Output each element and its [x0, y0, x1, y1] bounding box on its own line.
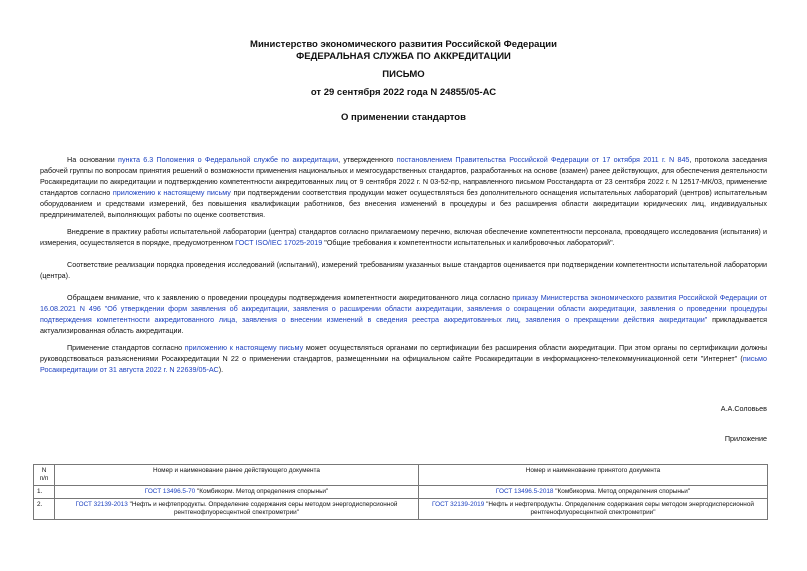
- link-old-standard[interactable]: ГОСТ 32139-2013: [75, 501, 128, 508]
- row-number: 1.: [34, 486, 55, 499]
- table-row: [34, 486, 768, 499]
- link-gost-iso-17025[interactable]: ГОСТ ISO/IEC 17025-2019: [235, 238, 323, 247]
- document-type: ПИСЬМО: [382, 69, 425, 80]
- text-run: На основании: [67, 155, 119, 164]
- link-appendix[interactable]: приложению к настоящему письму: [112, 188, 231, 197]
- text-run: Применение стандартов согласно: [67, 343, 185, 352]
- document-date-number: от 29 сентября 2022 года N 24855/05-АС: [310, 87, 497, 98]
- link-new-standard[interactable]: ГОСТ 13496.5-2018: [495, 488, 554, 495]
- text-run: может осуществляться органами по сертификации без расширения области аккредитации. При этом органы по сертификации должны руководствоваться разъяснениями Росаккредитации N 22 о применении стандартов, размещенными на официальном сайте Росаккредитации в информационно-телекоммуникационной сети "Интернет" (: [40, 343, 767, 363]
- paragraph-1: [40, 154, 767, 220]
- document-subject: О применении стандартов: [341, 112, 466, 123]
- table-row: [34, 499, 768, 520]
- text-run: Внедрение в практику работы испытательной лаборатории (центра) стандартов согласно прилагаемому перечню, включая обеспечение компетентности персонала, проводящего исследования (испытания) и измерения, осуществляется в порядке, предусмотренном: [40, 227, 767, 247]
- text-run: "Нефть и нефтепродукты. Определение содержания серы методом энергодисперсионной рентгенофлуоресцентной спектрометрии": [127, 501, 398, 516]
- text-run: "Общие требования к компетентности испытательных и калибровочных лабораторий".: [322, 238, 615, 247]
- column-header-new-document: Номер и наименование принятого документа: [419, 465, 768, 486]
- text-run: Обращаем внимание, что к заявлению о проведении процедуры подтверждения компетентности аккредитованного лица согласно: [67, 293, 513, 302]
- text-run: , утвержденного: [338, 155, 397, 164]
- text-run: , протокола заседания рабочей группы по вопросам принятия решений о возможности применения национальных и межгосударственных стандартов, разработанных на основе (взамен) ранее действующих, для обеспечения деятельности Росаккредитации по аккредитации и подтверждению компетентности аккредитованных лиц от 9 сентября 2022 г. N 03-52-пр, направленного письмом Росстандарта от 23 сентября 2022 г. N 12517-МК/03, применение стандартов согласно: [40, 155, 767, 197]
- text-run: "Комбикорм. Метод определения спорыньи": [195, 488, 329, 495]
- link-old-standard[interactable]: ГОСТ 13496.5-70: [144, 488, 196, 495]
- old-document-cell: [55, 486, 419, 499]
- row-number: 2.: [34, 499, 55, 520]
- paragraph-3: [40, 259, 767, 281]
- text-run: ).: [218, 365, 224, 374]
- service-name: ФЕДЕРАЛЬНАЯ СЛУЖБА ПО АККРЕДИТАЦИИ: [296, 51, 511, 62]
- paragraph-4: [40, 292, 767, 336]
- link-appendix-2[interactable]: приложению к настоящему письму: [184, 343, 304, 352]
- column-header-number: N п/п: [34, 465, 55, 486]
- link-accreditation-letter[interactable]: письмо Росаккредитации от 31 августа 2022 г. N 22639/05-АС: [40, 354, 767, 374]
- text-run: прикладывается актуализированная область аккредитации.: [40, 315, 767, 335]
- table-header-row: [34, 465, 768, 486]
- text-run: "Нефть и нефтепродукты. Определение содержания серы методом энергодисперсионной рентгенофлуоресцентной спектрометрии": [484, 501, 754, 516]
- column-header-old-document: Номер и наименование ранее действующего документа: [55, 465, 419, 486]
- text-run: "Комбикорма. Метод определения спорыньи": [553, 488, 691, 495]
- old-document-cell: [55, 499, 419, 520]
- link-government-decree[interactable]: постановлением Правительства Российской Федерации от 17 октября 2011 г. N 845: [396, 155, 690, 164]
- text-run: при подтверждении соответствия продукции может осуществляться без дополнительного оснащения испытательных лабораторий (центров) испытательным оборудованием и средствами измерений, без повышения квалификации работников, без внесения изменений в процедуры и без расширения области аккредитации юридических лиц, индивидуальных предпринимателей, выполняющих работы по оценке соответствия.: [40, 188, 767, 219]
- signature: А.А.Соловьев: [720, 404, 767, 413]
- link-ministry-order[interactable]: приказу Министерства экономического развития Российской Федерации от 16.08.2021 N 496 "Об утверждении форм заявления об аккредитации, заявления о расширении области аккредитации, заявления о сокращении области аккредитации, заявления о проведении процедуры подтверждения компетентности аккредитованного лица, заявления о внесении изменений в сведения реестра аккредитованных лиц, заявления о прекращении действия аккредитации": [40, 293, 768, 324]
- appendix-label: Приложение: [724, 434, 767, 443]
- new-document-cell: [419, 486, 768, 499]
- ministry-name: Министерство экономического развития Российской Федерации: [250, 39, 557, 50]
- link-regulation-point[interactable]: пункта 6.3 Положения о Федеральной службе по аккредитации: [118, 155, 339, 164]
- new-document-cell: [419, 499, 768, 520]
- standards-table: [33, 464, 768, 520]
- text-run: Соответствие реализации порядка проведения исследований (испытаний), измерений требованиям указанных выше стандартов оценивается при подтверждении компетентности испытательной лаборатории (центра).: [40, 260, 767, 280]
- paragraph-2: [40, 226, 767, 248]
- paragraph-5: [40, 342, 767, 375]
- link-new-standard[interactable]: ГОСТ 32139-2019: [432, 501, 485, 508]
